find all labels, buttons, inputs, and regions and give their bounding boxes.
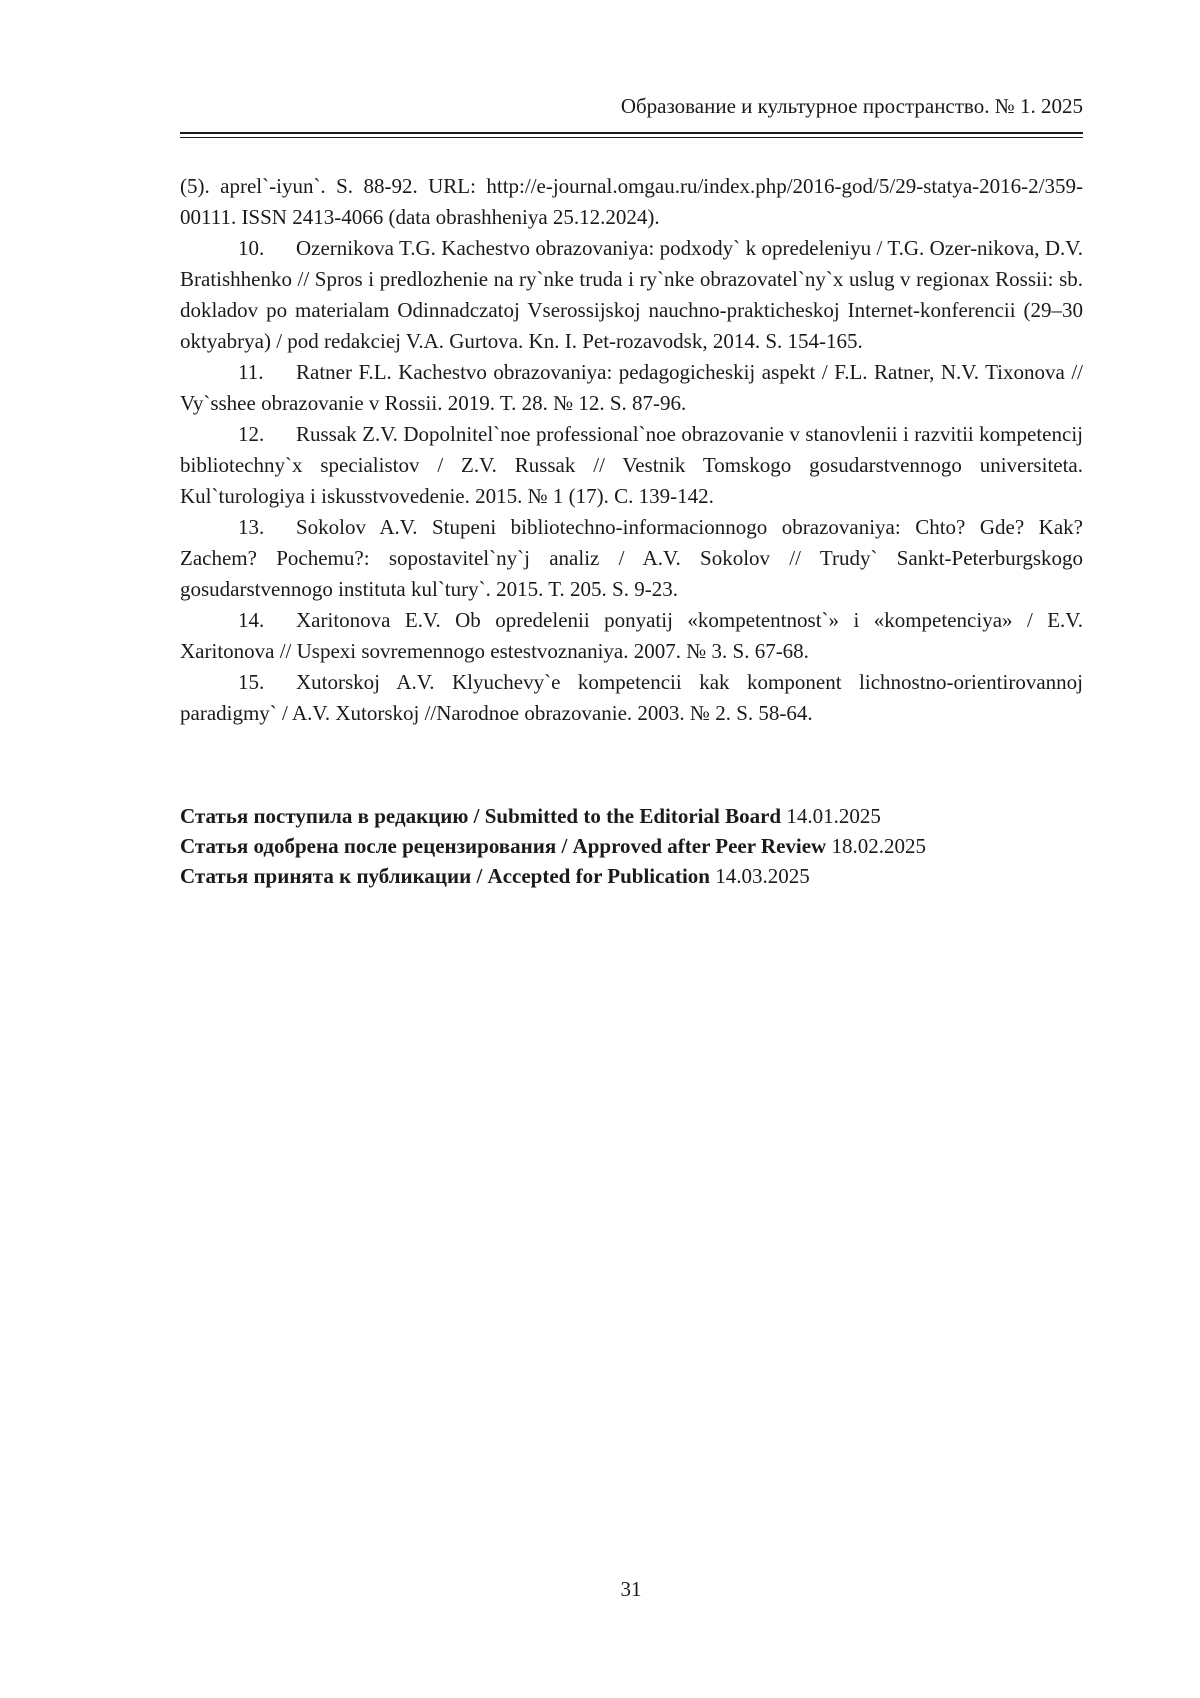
submitted-label: Статья поступила в редакцию / Submitted to the Editorial Board (180, 804, 782, 828)
article-dates (180, 801, 1083, 891)
accepted-date: 14.03.2025 (715, 864, 810, 888)
header-rule-thin (180, 137, 1083, 138)
reference-item-15 (180, 667, 1083, 729)
reference-text: Russak Z.V. Dopolnitel`noe professional`noe obrazovanie v stanovlenii i razvitii kompetencij bibliotechny`x specialistov / Z.V. Russak // Vestnik Tomskogo gosudarstvennogo universiteta. Kul`turologiya i iskusstvovedenie. 2015. № 1 (17). C. 139-142. (180, 422, 1083, 508)
reference-item-13 (180, 512, 1083, 605)
reference-number: 14. (238, 608, 265, 632)
approved-line (180, 831, 1083, 861)
reference-list (180, 171, 1083, 729)
approved-label: Статья одобрена после рецензирования / Approved after Peer Review (180, 834, 827, 858)
reference-text: Xaritonova E.V. Ob opredelenii ponyatij «kompetentnost`» i «kompetenciya» / E.V. Xaritonova // Uspexi sovremennogo estestvoznaniya. 2007. № 3. S. 67-68. (180, 608, 1083, 663)
reference-item-12 (180, 419, 1083, 512)
reference-item-14 (180, 605, 1083, 667)
approved-date: 18.02.2025 (831, 834, 926, 858)
reference-text: Ozernikova T.G. Kachestvo obrazovaniya: podxody` k opredeleniyu / T.G. Ozer-nikova, D.V. Bratishhenko // Spros i predlozhenie na ry`nke truda i ry`nke obrazovatel`ny`x uslug v regionax Rossii: sb. dokladov po materialam Odinnadczatoj Vserossijskoj nauchno-prakticheskoj Internet-konferencii (29–30 oktyabrya) / pod redakciej V.A. Gurtova. Kn. I. Pet-rozavodsk, 2014. S. 154-165. (180, 236, 1083, 353)
running-header: Образование и культурное пространство. № 1. 2025 (620, 94, 1083, 118)
submitted-date: 14.01.2025 (786, 804, 881, 828)
accepted-label: Статья принята к публикации / Accepted for Publication (180, 864, 710, 888)
reference-item-11 (180, 357, 1083, 419)
reference-number: 12. (238, 422, 265, 446)
header-double-rule (180, 132, 1083, 138)
reference-number: 11. (238, 360, 264, 384)
submitted-line (180, 801, 1083, 831)
reference-text: Sokolov A.V. Stupeni bibliotechno-informacionnogo obrazovaniya: Chto? Gde? Kak? Zachem? Pochemu?: sopostavitel`ny`j analiz / A.V. Sokolov // Trudy` Sankt-Peterburgskogo gosudarstvennogo instituta kul`tury`. 2015. T. 205. S. 9-23. (180, 515, 1083, 601)
reference-continuation: (5). aprel`-iyun`. S. 88-92. URL: http://e-journal.omgau.ru/index.php/2016-god/5/29-statya-2016-2/359-00111. ISSN 2413-4066 (data obrashheniya 25.12.2024). (180, 174, 1083, 229)
header-rule-thick (180, 132, 1083, 134)
reference-number: 13. (238, 515, 265, 539)
reference-number: 15. (238, 670, 265, 694)
reference-item-10 (180, 233, 1083, 357)
reference-text: Ratner F.L. Kachestvo obrazovaniya: pedagogicheskij aspekt / F.L. Ratner, N.V. Tixonova // Vy`sshee obrazovanie v Rossii. 2019. T. 28. № 12. S. 87-96. (180, 360, 1083, 415)
accepted-line (180, 861, 1083, 891)
reference-text: Xutorskoj A.V. Klyuchevy`e kompetencii kak komponent lichnostno-orientirovannoj paradigmy` / A.V. Xutorskoj //Narodnoe obrazovanie. 2003. № 2. S. 58-64. (180, 670, 1083, 725)
page-number: 31 (620, 1577, 642, 1601)
reference-number: 10. (238, 236, 265, 260)
